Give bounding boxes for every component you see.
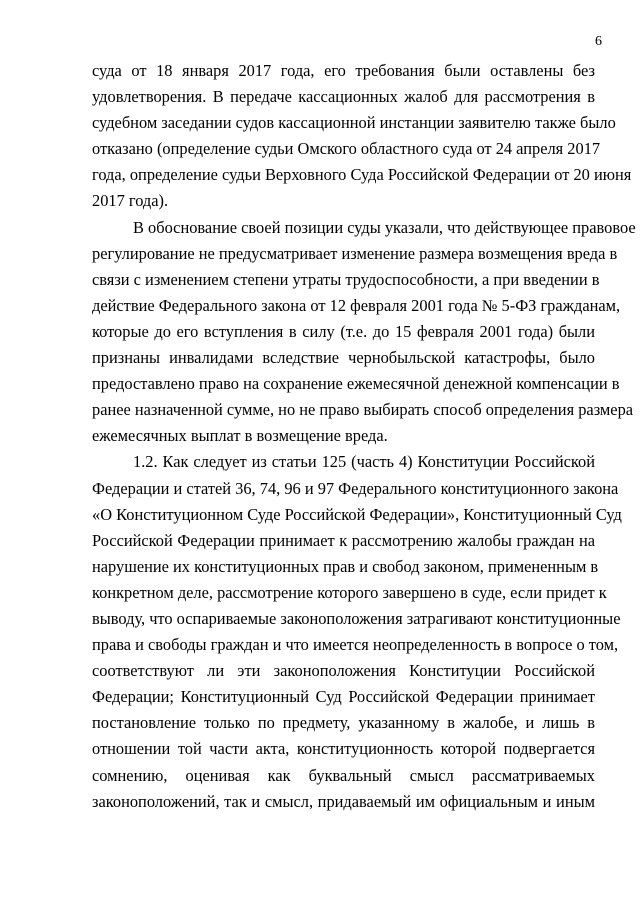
text-line: суда от 18 января 2017 года, его требования были оставлены без bbox=[92, 61, 595, 80]
text-line: предоставлено право на сохранение ежемесячной денежной компенсации в bbox=[92, 374, 620, 394]
text-line: В обоснование своей позиции суды указали, что действующее правовое bbox=[133, 217, 636, 237]
text-line: Федерации; Конституционный Суд Российской Федерации принимает bbox=[92, 687, 595, 707]
body-text bbox=[92, 58, 636, 815]
text-line: судебном заседании судов кассационной инстанции заявителю также было bbox=[92, 113, 616, 133]
text-line: конкретном деле, рассмотрение которого завершено в суде, если придет к bbox=[92, 582, 607, 602]
text-line: «О Конституционном Суде Российской Федерации», Конституционный Суд bbox=[92, 504, 622, 524]
text-line: действие Федерального закона от 12 февраля 2001 года № 5-ФЗ гражданам, bbox=[92, 295, 621, 315]
text-line: Федерации и статей 36, 74, 96 и 97 Федерального конституционного закона bbox=[92, 478, 619, 498]
text-line: ежемесячных выплат в возмещение вреда. bbox=[92, 426, 388, 446]
text-line: сомнению, оценивая как буквальный смысл рассматриваемых bbox=[92, 765, 595, 785]
text-line: ранее назначенной сумме, но не право выбирать способ определения размера bbox=[92, 400, 634, 420]
text-line: удовлетворения. В передаче кассационных жалоб для рассмотрения в bbox=[92, 87, 595, 107]
text-line: Российской Федерации принимает к рассмотрению жалобы граждан на bbox=[92, 530, 595, 550]
text-line: выводу, что оспариваемые законоположения затрагивают конституционные bbox=[92, 608, 621, 628]
text-line: признаны инвалидами вследствие чернобыльской катастрофы, было bbox=[92, 348, 595, 368]
text-line: которые до его вступления в силу (т.е. до 15 февраля 2001 года) были bbox=[92, 321, 595, 341]
text-line: отказано (определение судьи Омского областного суда от 24 апреля 2017 bbox=[92, 139, 601, 159]
page-number: 6 bbox=[595, 34, 602, 49]
text-line: связи с изменением степени утраты трудоспособности, а при введении в bbox=[92, 269, 600, 289]
text-line: законоположений, так и смысл, придаваемый им официальным и иным bbox=[92, 791, 595, 811]
text-line: постановление только по предмету, указанному в жалобе, и лишь в bbox=[92, 713, 595, 733]
text-line: 1.2. Как следует из статьи 125 (часть 4) Конституции Российской bbox=[133, 452, 595, 472]
text-line: нарушение их конституционных прав и свобод законом, примененным в bbox=[92, 556, 599, 576]
text-line: отношении той части акта, конституционность которой подвергается bbox=[92, 739, 595, 759]
text-line: права и свободы граждан и что имеется неопределенность в вопросе о том, bbox=[92, 635, 619, 655]
text-line: регулирование не предусматривает изменение размера возмещения вреда в bbox=[92, 243, 618, 263]
text-line: 2017 года). bbox=[92, 191, 169, 211]
text-line: соответствуют ли эти законоположения Конституции Российской bbox=[92, 661, 595, 681]
text-line: года, определение судьи Верховного Суда Российской Федерации от 20 июня bbox=[92, 165, 632, 185]
